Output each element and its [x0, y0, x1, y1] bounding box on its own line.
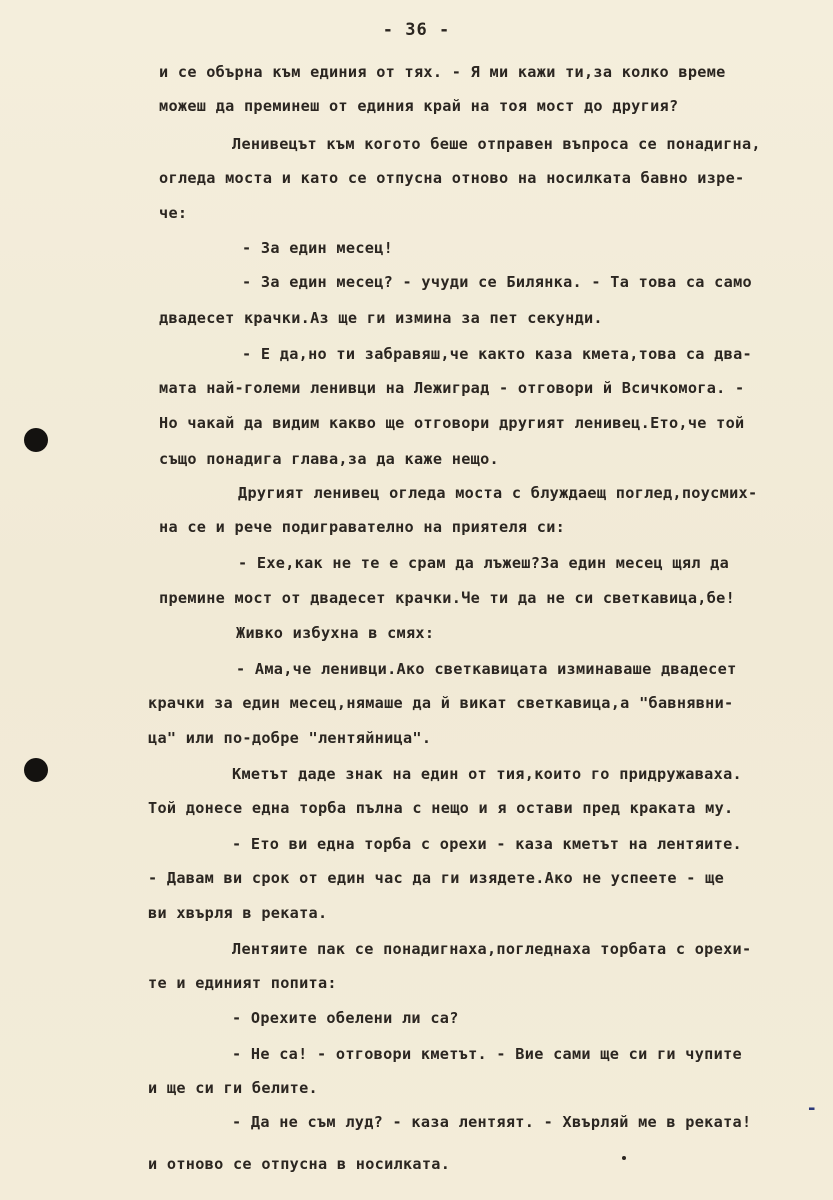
text-line: - Ама,че ленивци.Ако светкавицата изминаваше двадесет	[236, 660, 737, 678]
ink-dot	[622, 1156, 626, 1160]
text-line: че:	[159, 204, 188, 222]
text-line: и отново се отпусна в носилката.	[148, 1155, 451, 1173]
text-line: Живко избухна в смях:	[236, 624, 435, 642]
text-line: Той донесе една торба пълна с нещо и я остави пред краката му.	[148, 799, 734, 817]
handwritten-dash-mark: -	[808, 1098, 816, 1119]
text-line: крачки за един месец,нямаше да й викат светкавица,а "бавнявни-	[148, 694, 734, 712]
text-line: също понадига глава,за да каже нещо.	[159, 450, 499, 468]
text-line: можеш да преминеш от единия край на тоя мост до другия?	[159, 97, 679, 115]
text-line: огледа моста и като се отпусна отново на носилката бавно изре-	[159, 169, 745, 187]
text-line: - Е да,но ти забравяш,че както каза кмета,това са два-	[242, 345, 752, 363]
text-line: - Ето ви една торба с орехи - каза кметът на лентяите.	[232, 835, 742, 853]
text-line: те и единият попита:	[148, 974, 337, 992]
text-line: - Да не съм луд? - каза лентяят. - Хвърляй ме в реката!	[232, 1113, 752, 1131]
text-line: - За един месец? - учуди се Билянка. - Та това са само	[242, 273, 752, 291]
text-line: ца" или по-добре "лентяйница".	[148, 729, 432, 747]
text-line: и се обърна към единия от тях. - Я ми кажи ти,за колко време	[159, 63, 726, 81]
text-line: двадесет крачки.Аз ще ги измина за пет секунди.	[159, 309, 603, 327]
text-line: - Не са! - отговори кметът. - Вие сами ще си ги чупите	[232, 1045, 742, 1063]
punch-hole-bottom	[24, 758, 48, 782]
text-line: Кметът даде знак на един от тия,които го придружаваха.	[232, 765, 742, 783]
text-line: - Орехите обелени ли са?	[232, 1009, 459, 1027]
page-number: - 36 -	[382, 20, 451, 40]
text-line: - За един месец!	[242, 239, 394, 257]
text-line: и ще си ги белите.	[148, 1079, 318, 1097]
text-line: Но чакай да видим какво ще отговори другият ленивец.Ето,че той	[159, 414, 745, 432]
text-line: на се и рече подигравателно на приятеля си:	[159, 518, 566, 536]
text-line: Лентяите пак се понадигнаха,погледнаха торбата с орехи-	[232, 940, 752, 958]
text-line: Ленивецът към когото беше отправен въпроса се понадигна,	[232, 135, 761, 153]
text-line: премине мост от двадесет крачки.Че ти да не си светкавица,бе!	[159, 589, 736, 607]
text-line: мата най-големи ленивци на Лежиград - отговори й Всичкомога. -	[159, 379, 745, 397]
text-line: - Ехе,как не те е срам да лъжеш?За един месец щял да	[238, 554, 730, 572]
text-line: ви хвърля в реката.	[148, 904, 328, 922]
punch-hole-top	[24, 428, 48, 452]
text-line: Другият ленивец огледа моста с блуждаещ поглед,поусмих-	[238, 484, 758, 502]
text-line: - Давам ви срок от един час да ги изядете.Ако не успеете - ще	[148, 869, 725, 887]
